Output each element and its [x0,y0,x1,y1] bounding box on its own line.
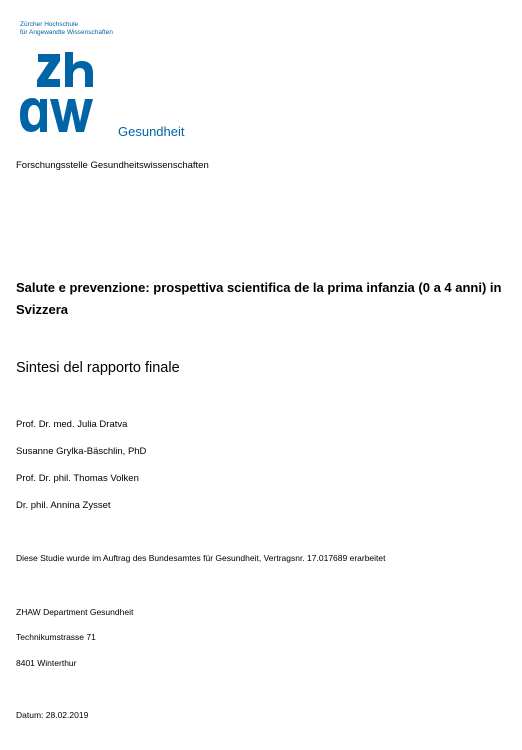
address-line-1: ZHAW Department Gesundheit [16,607,134,617]
zhaw-logo [20,52,106,140]
author-4: Dr. phil. Annina Zysset [16,500,111,511]
document-subtitle: Sintesi del rapporto finale [16,360,180,376]
department-name: Gesundheit [118,124,185,139]
author-2: Susanne Grylka-Bäschlin, PhD [16,446,147,457]
document-title: Salute e prevenzione: prospettiva scientifica de la prima infanzia (0 a 4 anni) in Svizzera [16,280,502,317]
address-line-2: Technikumstrasse 71 [16,632,96,642]
document-date: Datum: 28.02.2019 [16,710,89,720]
author-1: Prof. Dr. med. Julia Dratva [16,419,128,430]
institution-line-2: für Angewandte Wissenschaften [20,29,113,36]
research-unit: Forschungsstelle Gesundheitswissenschaften [16,160,209,171]
address-line-3: 8401 Winterthur [16,658,77,668]
commission-note: Diese Studie wurde im Auftrag des Bundesamtes für Gesundheit, Vertragsnr. 17.017689 erarbeitet [16,553,386,563]
author-3: Prof. Dr. phil. Thomas Volken [16,473,139,484]
institution-line-1: Zürcher Hochschule [20,21,79,28]
